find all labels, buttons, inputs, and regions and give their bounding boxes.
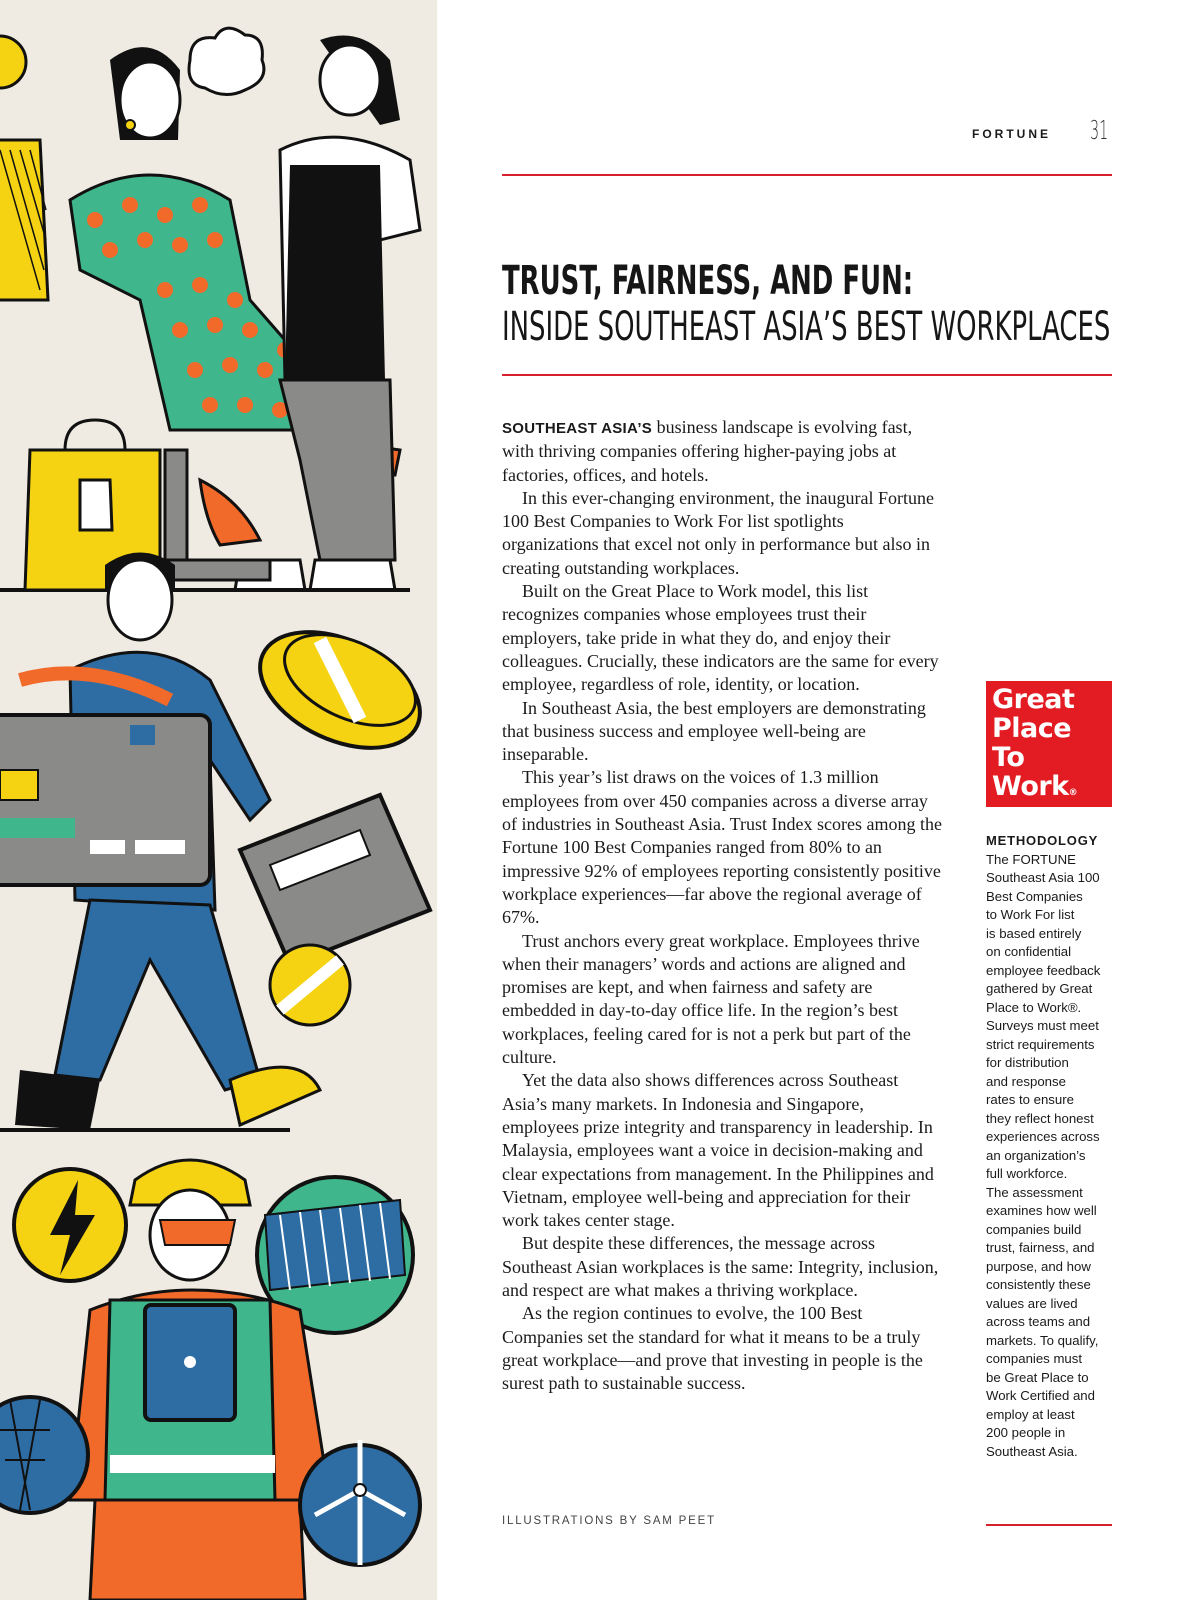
headline-line-1: TRUST, FAIRNESS, AND FUN: <box>502 258 914 304</box>
illustration-credit: ILLUSTRATIONS BY SAM PEET <box>502 1515 716 1527</box>
article-paragraph: Trust anchors every great workplace. Employees thrive when their managers’ words and actions are aligned and promises are kept, and when fairness and safety are embedded in day-to-day office life. In the region’s best workplaces, feeling cared for is not a perk but part of the culture. <box>502 930 920 1068</box>
article-paragraph: SOUTHEAST ASIA’S business landscape is evolving fast, with thriving companies offering higher-paying jobs at factories, offices, and hotels. <box>502 417 913 485</box>
masthead: FORTUNE <box>972 127 1051 141</box>
sidebar-body: The FORTUNE Southeast Asia 100 Best Companies to Work For list is based entirely on confidential employee feedback gathered by Great Place to Work®. Surveys must meet strict requirements for distribution and response rates to ensure they reflect honest experiences across an organization’s full workforce. The assessment examines how well companies build trust, fairness, and purpose, and how consistently these values are lived across teams and markets. To qualify, companies must be Great Place to Work Certified and employ at least 200 people in Southeast Asia. <box>986 851 1101 1459</box>
article-paragraph: As the region continues to evolve, the 100 Best Companies set the standard for what it means to be a truly great workplace—and prove that investing in people is the surest path to sustainable success. <box>502 1303 923 1394</box>
page-number: 31 <box>1090 116 1109 146</box>
article-paragraph: In Southeast Asia, the best employers are demonstrating that business success and employee well-being are inseparable. <box>502 697 926 765</box>
top-rule <box>502 174 1112 176</box>
footer-rule <box>986 1524 1112 1526</box>
illustration-panel <box>0 0 437 1600</box>
workplace-illustration <box>0 0 437 1600</box>
registered-mark: ® <box>1068 788 1078 798</box>
article-body <box>502 416 942 1395</box>
great-place-to-work-logo <box>986 681 1112 807</box>
article-paragraph: But despite these differences, the message across Southeast Asian workplaces is the same: Integrity, inclusion, and respect are what makes a thriving workplace. <box>502 1233 939 1300</box>
headline-line-2: INSIDE SOUTHEAST ASIA’S BEST WORKPLACES <box>502 304 1111 350</box>
logo-line: Great <box>992 684 1075 715</box>
logo-line: Work® <box>992 771 1078 802</box>
logo-line: To <box>992 742 1025 773</box>
article-paragraph: Yet the data also shows differences across Southeast Asia’s many markets. In Indonesia and Singapore, employees prize integrity and transparency in leadership. In Malaysia, employees want a voice in decision-making and clear expectations from management. In the Philippines and Vietnam, employee well-being and appreciation for their work takes center stage. <box>502 1070 934 1231</box>
methodology-sidebar <box>986 832 1116 1461</box>
article-paragraph: This year’s list draws on the voices of 1.3 million employees from over 450 companies across a diverse array of industries in Southeast Asia. Trust Index scores among the Fortune 100 Best Companies ranged from 80% to an impressive 92% of employees reporting consistently positive workplace experiences—far above the regional average of 67%. <box>502 767 942 928</box>
article-leadin: SOUTHEAST ASIA’S <box>502 420 653 437</box>
headline <box>502 258 1122 350</box>
sidebar-title: METHODOLOGY <box>986 833 1099 848</box>
article-paragraph: Built on the Great Place to Work model, this list recognizes companies whose employees trust their employers, take pride in what they do, and enjoy their colleagues. Crucially, these indicators are the same for every employee, regardless of role, identity, or location. <box>502 581 939 695</box>
article-paragraph: In this ever-changing environment, the inaugural Fortune 100 Best Companies to Work For list spotlights organizations that excel not only in performance but also in creating outstanding workplaces. <box>502 487 935 578</box>
logo-line: Place <box>992 713 1072 744</box>
headline-rule <box>502 374 1112 376</box>
